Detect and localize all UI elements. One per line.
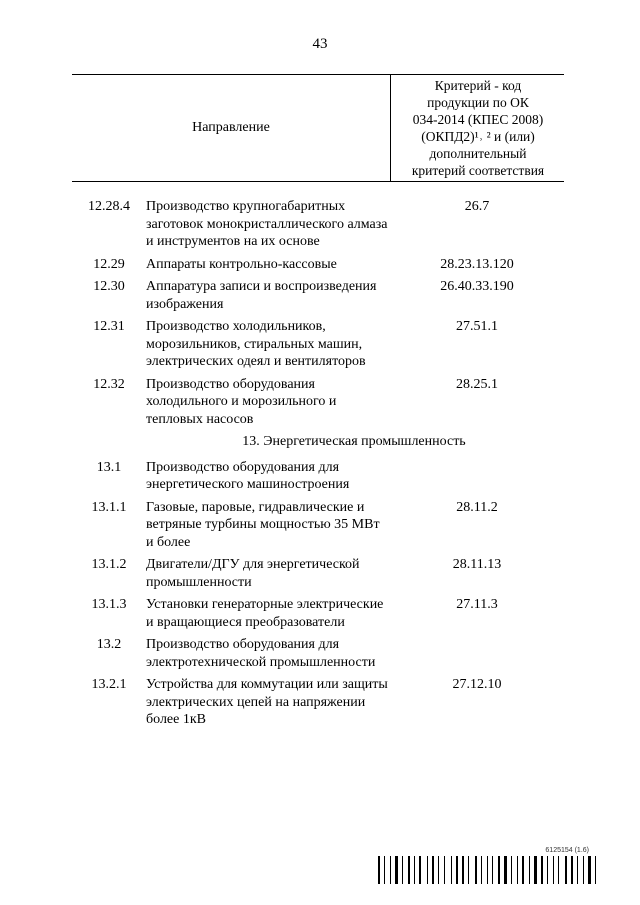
row-description: Производство оборудования холодильного и морозильного и тепловых насосов — [146, 376, 337, 427]
row-code: 12.31 — [93, 319, 125, 334]
table-row — [72, 596, 564, 631]
row-okpd-code: 27.12.10 — [452, 677, 502, 692]
row-okpd-code: 28.11.13 — [452, 557, 502, 572]
row-description: Аппараты контрольно-кассовые — [146, 256, 337, 272]
row-okpd-code: 26.40.33.190 — [440, 279, 514, 294]
section-title: 13. Энергетическая промышленность — [242, 434, 466, 449]
row-okpd-code: 27.51.1 — [456, 319, 498, 334]
row-okpd-code — [390, 636, 564, 671]
table-row — [72, 556, 564, 591]
row-description: Двигатели/ДГУ для энергетической промышленности — [146, 557, 360, 590]
row-code: 12.32 — [93, 376, 125, 392]
row-description: Производство холодильников, морозильников, стиральных машин, электрических одеял и вентиляторов — [146, 319, 366, 369]
table-row — [72, 256, 564, 274]
row-description: Производство оборудования для энергетического машиностроения — [146, 459, 350, 492]
document-code: 6125154 (1.6) — [545, 847, 589, 854]
barcode-image — [378, 856, 618, 884]
table-body — [72, 198, 564, 734]
table-row — [72, 676, 564, 729]
table-row — [72, 278, 564, 313]
row-description: Производство крупногабаритных заготовок монокристаллического алмаза и инструментов на их основе — [146, 199, 388, 249]
row-okpd-code: 28.23.13.120 — [440, 256, 514, 272]
table-row — [72, 459, 564, 494]
row-code: 13.2.1 — [91, 677, 127, 692]
header-direction: Направление — [192, 120, 270, 135]
row-okpd-code: 28.25.1 — [456, 376, 498, 392]
table-row — [72, 499, 564, 552]
table-row — [72, 636, 564, 671]
header-criterion-text: Критерий - код продукции по ОК 034-2014 (КПЕС 2008) (ОКПД2)¹˒ ² и (или) дополнительный критерий соответствия — [411, 78, 545, 178]
row-description: Аппаратура записи и воспроизведения изображения — [146, 279, 377, 312]
table-row — [72, 376, 564, 429]
table-row — [72, 198, 564, 251]
row-code: 12.30 — [93, 279, 125, 294]
row-okpd-code: 28.11.2 — [456, 499, 498, 515]
row-code: 13.1.3 — [91, 597, 127, 612]
row-code: 13.1 — [96, 459, 122, 475]
row-okpd-code: 26.7 — [464, 199, 490, 214]
row-code: 13.2 — [96, 637, 122, 652]
row-okpd-code: 27.11.3 — [456, 597, 498, 612]
row-code: 13.1.2 — [91, 557, 127, 572]
row-description: Установки генераторные электрические и вращающиеся преобразователи — [146, 597, 384, 630]
table-row — [72, 318, 564, 371]
page-number: 43 — [312, 36, 328, 52]
row-code: 12.29 — [93, 256, 125, 272]
header-criterion — [390, 75, 565, 181]
row-code: 12.28.4 — [88, 199, 130, 214]
row-description: Газовые, паровые, гидравлические и ветряные турбины мощностью 35 МВт и более — [146, 499, 380, 550]
row-okpd-code — [390, 459, 564, 494]
table-header — [72, 74, 564, 182]
row-code: 13.1.1 — [91, 499, 127, 515]
row-description: Устройства для коммутации или защиты электрических цепей на напряжении более 1кВ — [146, 677, 388, 727]
row-description: Производство оборудования для электротехнической промышленности — [146, 637, 376, 670]
